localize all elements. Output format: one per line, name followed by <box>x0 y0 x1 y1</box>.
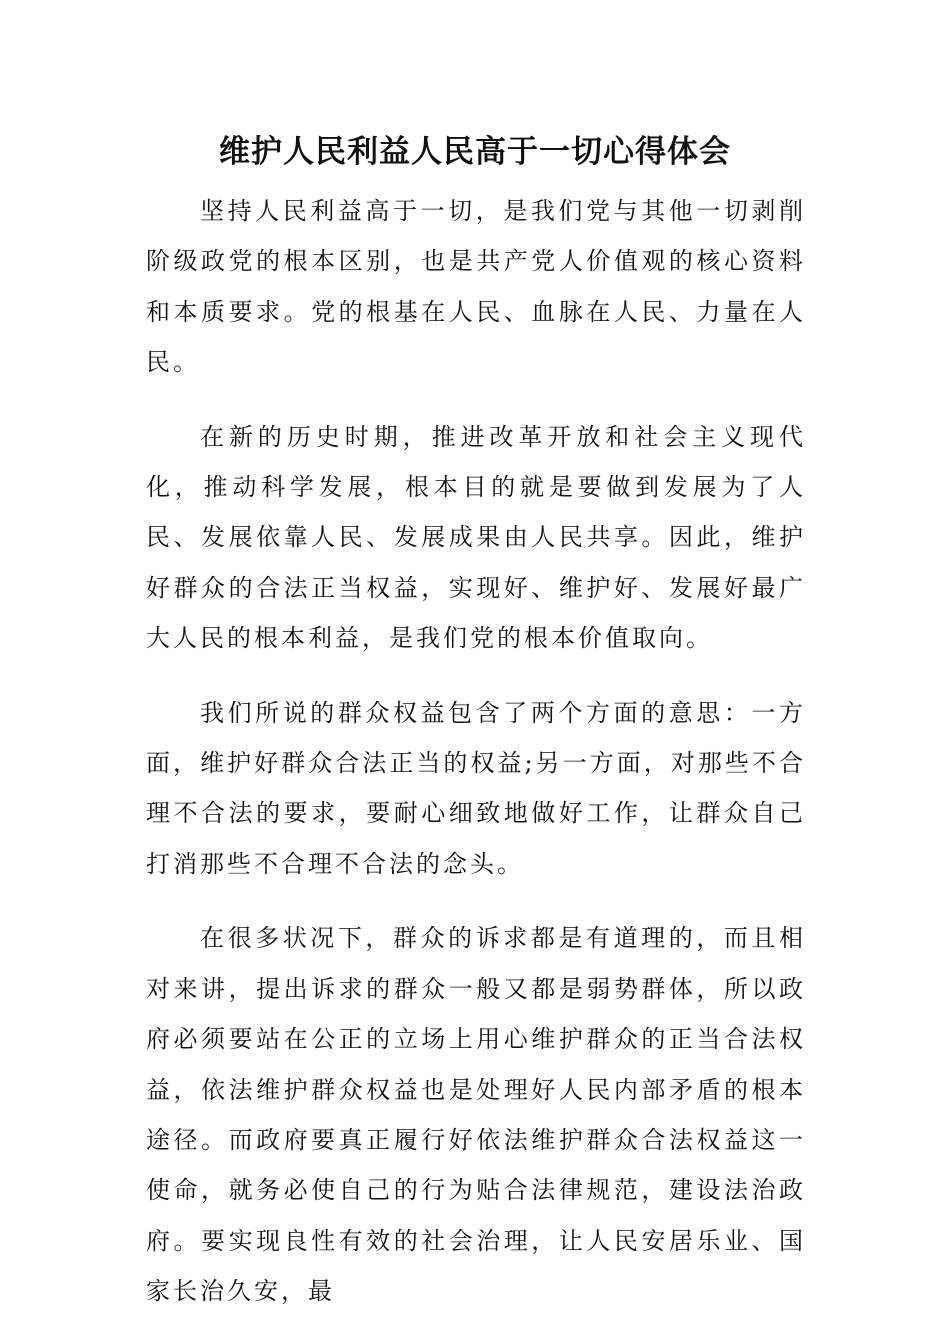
document-body <box>146 186 806 1341</box>
document-title: 维护人民利益人民高于一切心得体会 <box>219 134 731 170</box>
paragraph-1: 坚持人民利益高于一切，是我们党与其他一切剥削阶级政党的根本区别，也是共产党人价值观的核心资料和本质要求。党的根基在人民、血脉在人民、力量在人民。 <box>146 197 806 377</box>
paragraph-3: 我们所说的群众权益包含了两个方面的意思：一方面，维护好群众合法正当的权益;另一方面，对那些不合理不合法的要求，要耐心细致地做好工作，让群众自己打消那些不合理不合法的念头。 <box>146 698 806 878</box>
paragraph-2: 在新的历史时期，推进改革开放和社会主义现代化，推动科学发展，根本目的就是要做到发展为了人民、发展依靠人民、发展成果由人民共享。因此，维护好群众的合法正当权益，实现好、维护好、发展好最广大人民的根本利益，是我们党的根本价值取向。 <box>146 422 806 653</box>
paragraph-4: 在很多状况下，群众的诉求都是有道理的，而且相对来讲，提出诉求的群众一般又都是弱势群体，所以政府必须要站在公正的立场上用心维护群众的正当合法权益，依法维护群众权益也是处理好人民内部矛盾的根本途径。而政府要真正履行好依法维护群众合法权益这一使命，就务必使自己的行为贴合法律规范，建设法治政府。要实现良性有效的社会治理，让人民安居乐业、国家长治久安，最 <box>146 924 806 1306</box>
